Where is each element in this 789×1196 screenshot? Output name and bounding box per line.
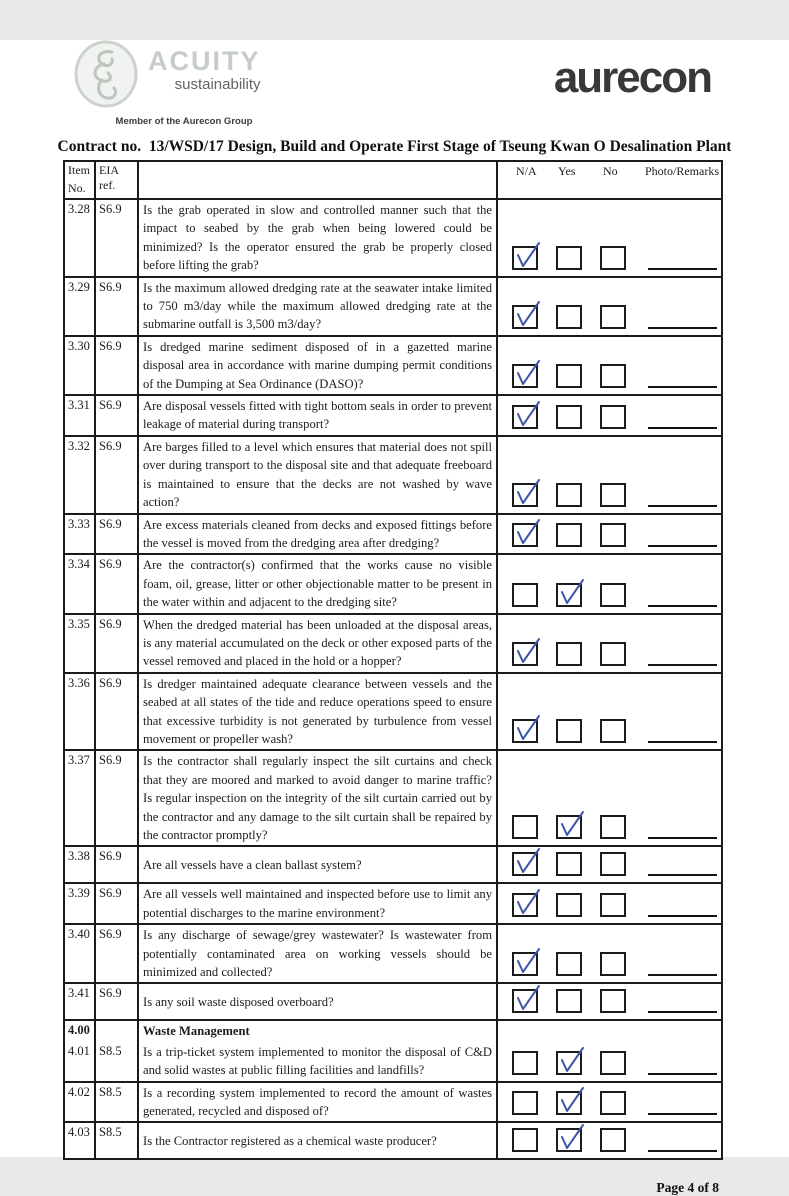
document-title: Contract no. 13/WSD/17 Design, Build and Operate First Stage of Tseung Kwan O Desalination Plant <box>57 138 732 155</box>
remarks-line <box>648 741 717 743</box>
acuity-emblem-icon <box>74 40 140 110</box>
item-no-cell: 3.31 <box>65 396 96 435</box>
table-row <box>65 555 721 614</box>
remarks-line <box>648 915 717 917</box>
checkbox-no <box>600 364 626 388</box>
answer-cell <box>498 674 721 750</box>
checkbox-no <box>600 523 626 547</box>
checkbox-no <box>600 815 626 839</box>
checkbox-yes <box>556 852 582 876</box>
eia-ref-cell: S6.9 <box>96 278 139 335</box>
question-text: Is the contractor shall regularly inspect the silt curtains and check that they are moored and marked to avoid danger to marine traffic? Is regular inspection on the integrity of the silt curtain carried out by the contractor and any damage to the silt curtain shall be repaired by the contractor promptly? <box>143 754 492 842</box>
check-mark-icon <box>511 356 545 390</box>
check-mark-icon <box>511 844 545 878</box>
question-text: Are disposal vessels fitted with tight bottom seals in order to prevent leakage of material during transport? <box>143 399 492 432</box>
check-mark-icon <box>511 297 545 331</box>
header-answers <box>498 162 721 198</box>
checkbox-no <box>600 1091 626 1115</box>
checkbox-no <box>600 1128 626 1152</box>
table-row <box>65 847 721 884</box>
header-question <box>139 162 498 198</box>
header-eia-ref: EIA ref. <box>96 162 139 198</box>
remarks-line <box>648 1011 717 1013</box>
question-text: Are all vessels well maintained and inspected before use to limit any potential discharges to the marine environment? <box>143 887 492 920</box>
checkbox-yes <box>556 642 582 666</box>
question-cell <box>139 337 498 394</box>
answer-cell <box>498 1123 721 1158</box>
answer-cell <box>498 1021 721 1041</box>
checkbox-yes <box>556 952 582 976</box>
checkbox-na <box>512 583 538 607</box>
question-text: Is the Contractor registered as a chemical waste producer? <box>143 1133 437 1148</box>
table-row <box>65 515 721 556</box>
check-mark-icon <box>511 885 545 919</box>
checkbox-na <box>512 815 538 839</box>
eia-ref-cell: S6.9 <box>96 984 139 1019</box>
question-cell <box>139 437 498 513</box>
answer-cell <box>498 396 721 435</box>
check-mark-icon <box>511 634 545 668</box>
item-no-cell: 3.32 <box>65 437 96 513</box>
question-text: Are excess materials cleaned from decks and exposed fittings before the vessel is moved from the dredging area after dredging? <box>143 517 492 550</box>
acuity-logo <box>74 40 304 127</box>
check-mark-icon <box>511 711 545 745</box>
header-item-no <box>65 162 96 198</box>
check-mark-icon <box>511 981 545 1015</box>
eia-ref-cell: S6.9 <box>96 396 139 435</box>
eia-ref-cell: S6.9 <box>96 615 139 672</box>
remarks-line <box>648 1073 717 1075</box>
question-cell <box>139 925 498 982</box>
header-no: No <box>603 164 618 178</box>
check-mark-icon <box>511 397 545 431</box>
answer-cell <box>498 1042 721 1081</box>
answer-cell <box>498 925 721 982</box>
checkbox-no <box>600 405 626 429</box>
checkbox-na <box>512 483 538 507</box>
checkbox-no <box>600 952 626 976</box>
table-row <box>65 437 721 515</box>
question-cell <box>139 1021 498 1041</box>
question-text: Are all vessels have a clean ballast system? <box>143 857 362 872</box>
item-no-cell: 3.39 <box>65 884 96 923</box>
table-row <box>65 984 721 1021</box>
question-cell <box>139 515 498 554</box>
item-no-cell: 4.00 <box>65 1021 96 1041</box>
remarks-line <box>648 505 717 507</box>
acuity-name: ACUITY <box>148 46 261 76</box>
table-row <box>65 615 721 674</box>
aurecon-logo: aurecon <box>553 53 711 102</box>
check-mark-icon <box>555 807 589 841</box>
question-cell <box>139 1083 498 1122</box>
answer-cell <box>498 1083 721 1122</box>
item-no-cell: 4.02 <box>65 1083 96 1122</box>
item-no-cell: 3.38 <box>65 847 96 882</box>
question-cell <box>139 615 498 672</box>
question-text: Waste Management <box>143 1024 250 1039</box>
checkbox-yes <box>556 523 582 547</box>
header-item-line2: No. <box>68 181 86 195</box>
question-text: Is a recording system implemented to record the amount of wastes generated, recycled and disposed of? <box>143 1085 492 1119</box>
table-row <box>65 1083 721 1124</box>
checkbox-yes <box>556 364 582 388</box>
answer-cell <box>498 984 721 1019</box>
check-mark-icon <box>555 1120 589 1154</box>
checkbox-yes <box>556 405 582 429</box>
check-mark-icon <box>511 515 545 549</box>
header-yes: Yes <box>558 164 576 178</box>
checkbox-no <box>600 583 626 607</box>
item-no-cell: 3.37 <box>65 751 96 845</box>
checkbox-yes <box>556 719 582 743</box>
question-cell <box>139 1123 498 1158</box>
remarks-line <box>648 1150 717 1152</box>
checkbox-no <box>600 483 626 507</box>
question-cell <box>139 984 498 1019</box>
checkbox-no <box>600 305 626 329</box>
question-cell <box>139 200 498 276</box>
remarks-line <box>648 1113 717 1115</box>
checkbox-no <box>600 893 626 917</box>
question-cell <box>139 674 498 750</box>
checkbox-no <box>600 1051 626 1075</box>
checkbox-yes <box>556 815 582 839</box>
question-cell <box>139 396 498 435</box>
answer-cell <box>498 515 721 554</box>
question-cell <box>139 555 498 612</box>
table-row <box>65 337 721 396</box>
item-no-cell: 4.01 <box>65 1042 96 1081</box>
question-text: Is dredged marine sediment disposed of in a gazetted marine disposal area in accordance with marine dumping permit conditions of the Dumping at Sea Ordinance (DASO)? <box>143 339 492 391</box>
table-row <box>65 396 721 437</box>
checkbox-no <box>600 642 626 666</box>
eia-ref-cell: S6.9 <box>96 847 139 882</box>
item-no-cell: 4.03 <box>65 1123 96 1158</box>
acuity-tagline: Member of the Aurecon Group <box>115 116 253 127</box>
question-text: Is a trip-ticket system implemented to monitor the disposal of C&D and solid wastes at public filling facilities and landfills? <box>143 1044 492 1078</box>
question-cell <box>139 884 498 923</box>
checkbox-na <box>512 305 538 329</box>
item-no-cell: 3.35 <box>65 615 96 672</box>
checkbox-yes <box>556 483 582 507</box>
question-cell <box>139 847 498 882</box>
item-no-cell: 3.28 <box>65 200 96 276</box>
answer-cell <box>498 555 721 612</box>
checkbox-na <box>512 952 538 976</box>
eia-ref-cell: S6.9 <box>96 200 139 276</box>
checkbox-na <box>512 852 538 876</box>
eia-ref-cell: S6.9 <box>96 925 139 982</box>
question-cell <box>139 751 498 845</box>
checkbox-na <box>512 893 538 917</box>
item-no-cell: 3.40 <box>65 925 96 982</box>
page-number: Page 4 of 8 <box>656 1180 719 1196</box>
remarks-line <box>648 427 717 429</box>
check-mark-icon <box>511 238 545 272</box>
eia-ref-cell: S6.9 <box>96 437 139 513</box>
checkbox-yes <box>556 305 582 329</box>
acuity-subtitle: sustainability <box>174 76 261 93</box>
scanned-checklist-page <box>0 40 789 1196</box>
checkbox-no <box>600 989 626 1013</box>
remarks-line <box>648 874 717 876</box>
checkbox-no <box>600 246 626 270</box>
eia-ref-cell: S6.9 <box>96 515 139 554</box>
answer-cell <box>498 437 721 513</box>
answer-cell <box>498 200 721 276</box>
answer-cell <box>498 615 721 672</box>
checkbox-na <box>512 642 538 666</box>
item-no-cell: 3.41 <box>65 984 96 1019</box>
eia-ref-cell: S8.5 <box>96 1083 139 1122</box>
table-row <box>65 200 721 278</box>
table-row <box>65 674 721 752</box>
remarks-line <box>648 545 717 547</box>
eia-ref-cell: S6.9 <box>96 337 139 394</box>
header-photo-remarks: Photo/Remarks <box>645 164 719 178</box>
checkbox-na <box>512 246 538 270</box>
acuity-logo-top <box>74 40 304 110</box>
question-text: Are the contractor(s) confirmed that the works cause no visible foam, oil, grease, litter or other objectionable matter to be present in the water within and adjacent to the dredging site? <box>143 558 492 610</box>
checkbox-no <box>600 852 626 876</box>
checkbox-na <box>512 364 538 388</box>
table-row <box>65 278 721 337</box>
answer-cell <box>498 884 721 923</box>
checkbox-na <box>512 719 538 743</box>
check-mark-icon <box>555 1083 589 1117</box>
table-row <box>65 1021 721 1041</box>
document-header <box>0 40 789 136</box>
item-no-cell: 3.33 <box>65 515 96 554</box>
checkbox-na <box>512 1091 538 1115</box>
remarks-line <box>648 664 717 666</box>
question-text: Is the maximum allowed dredging rate at the seawater intake limited to 750 m3/day while the maximum allowed dredging rate at the submarine outfall is 3,500 m3/day? <box>143 280 492 332</box>
eia-ref-cell: S8.5 <box>96 1042 139 1081</box>
checkbox-yes <box>556 893 582 917</box>
question-text: Is any discharge of sewage/grey wastewater? Is wastewater from potentially contaminated area on working vessels should be minimized and collected? <box>143 928 492 980</box>
item-no-cell: 3.29 <box>65 278 96 335</box>
question-text: Are barges filled to a level which ensures that material does not spill over during transport to the disposal site and that adequate freeboard is maintained to ensure that the decks are not washed by wave action? <box>143 439 492 510</box>
checkbox-yes <box>556 989 582 1013</box>
answer-cell <box>498 278 721 335</box>
check-mark-icon <box>555 575 589 609</box>
page-footer <box>63 1180 719 1196</box>
table-row <box>65 1123 721 1158</box>
checkbox-no <box>600 719 626 743</box>
remarks-line <box>648 605 717 607</box>
checkbox-na <box>512 989 538 1013</box>
checklist-table <box>63 160 723 1160</box>
checkbox-na <box>512 1051 538 1075</box>
remarks-line <box>648 974 717 976</box>
checkbox-yes <box>556 1128 582 1152</box>
checkbox-yes <box>556 1091 582 1115</box>
eia-ref-cell <box>96 1021 139 1041</box>
remarks-line <box>648 386 717 388</box>
remarks-line <box>648 837 717 839</box>
table-row <box>65 1042 721 1083</box>
check-mark-icon <box>511 944 545 978</box>
checkbox-yes <box>556 583 582 607</box>
header-na: N/A <box>516 164 537 178</box>
question-cell <box>139 1042 498 1081</box>
table-row <box>65 884 721 925</box>
checkbox-yes <box>556 1051 582 1075</box>
item-no-cell: 3.36 <box>65 674 96 750</box>
checklist-rows <box>65 200 721 1158</box>
question-cell <box>139 278 498 335</box>
question-text: Is any soil waste disposed overboard? <box>143 994 334 1009</box>
answer-cell <box>498 751 721 845</box>
item-no-cell: 3.34 <box>65 555 96 612</box>
header-item-line1: Item <box>68 163 90 177</box>
checkbox-yes <box>556 246 582 270</box>
eia-ref-cell: S6.9 <box>96 555 139 612</box>
table-row <box>65 925 721 984</box>
check-mark-icon <box>511 475 545 509</box>
table-row <box>65 751 721 847</box>
remarks-line <box>648 327 717 329</box>
question-text: Is dredger maintained adequate clearance between vessels and the seabed at all states of the tide and reduce operations speed to ensure that excessive turbidity is not generated by turbulence from vessel movement or propeller wash? <box>143 676 492 746</box>
table-header-row <box>65 162 721 200</box>
answer-cell <box>498 337 721 394</box>
checkbox-na <box>512 1128 538 1152</box>
check-mark-icon <box>555 1043 589 1077</box>
checkbox-na <box>512 405 538 429</box>
eia-ref-cell: S6.9 <box>96 884 139 923</box>
question-text: When the dredged material has been unloaded at the disposal areas, is any material accumulated on the deck or other exposed parts of the vessel removed and placed in the hold or a hopper? <box>143 617 492 669</box>
question-text: Is the grab operated in slow and controlled manner such that the impact to seabed by the grab when being lowered could be minimized? Is the operator ensured the grab be properly closed before lifting the grab? <box>143 203 492 273</box>
eia-ref-cell: S6.9 <box>96 751 139 845</box>
item-no-cell: 3.30 <box>65 337 96 394</box>
eia-ref-cell: S6.9 <box>96 674 139 750</box>
remarks-line <box>648 268 717 270</box>
acuity-wordmark <box>148 40 261 93</box>
checkbox-na <box>512 523 538 547</box>
eia-ref-cell: S8.5 <box>96 1123 139 1158</box>
answer-cell <box>498 847 721 882</box>
